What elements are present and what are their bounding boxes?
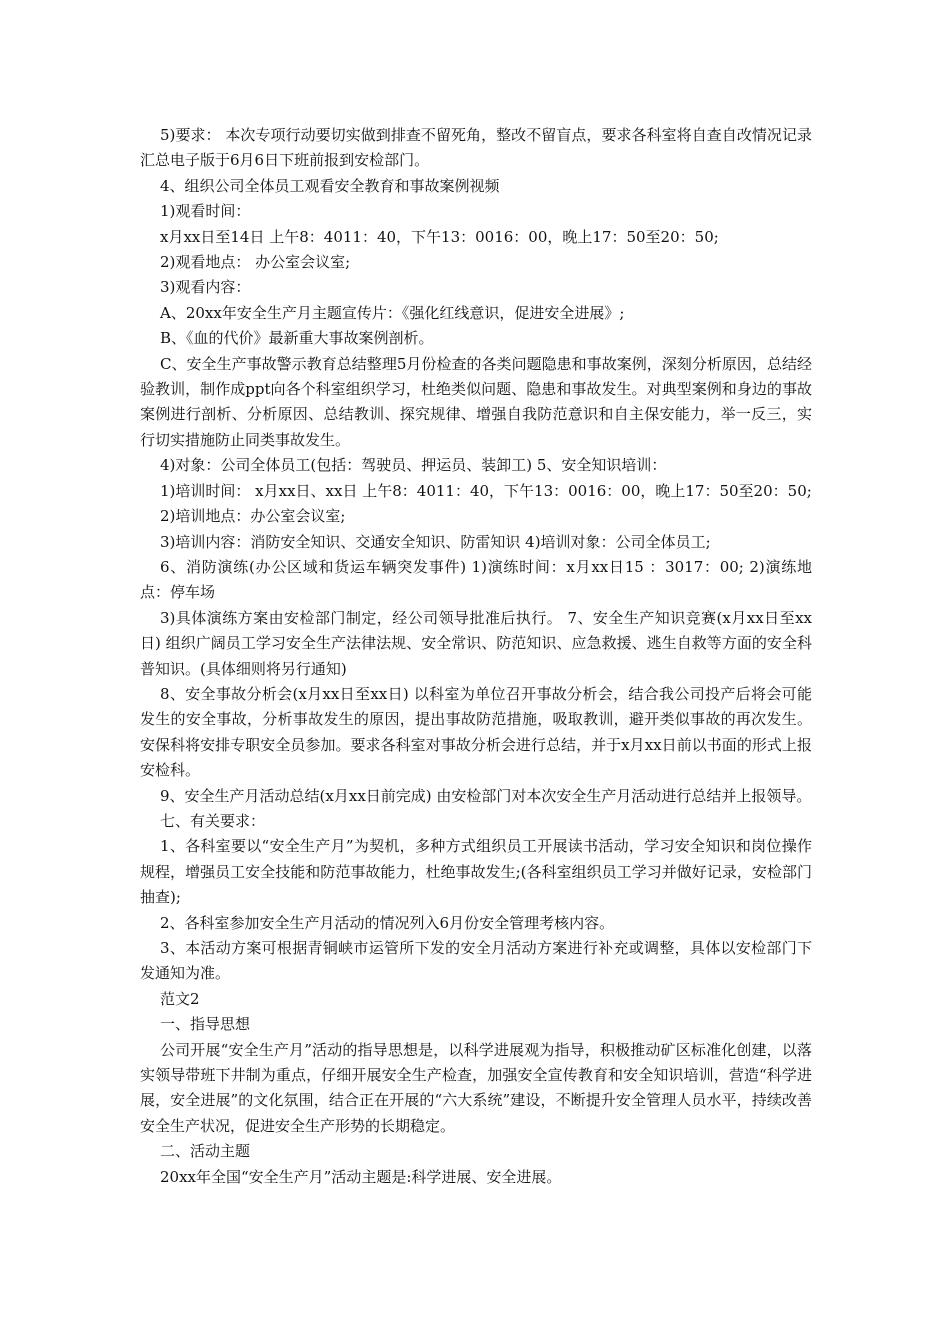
paragraph: 8、安全事故分析会(x月xx日至xx日) 以科室为单位召开事故分析会，结合我公司投产后将会可能发生的安全事故，分析事故发生的原因，提出事故防范措施，吸取教训，避开类似事故的再次发生。安保科将安排专职安全员参加。要求各科室对事故分析会进行总结，并于x月xx日前以书面的形式上报安检科。: [140, 684, 812, 780]
paragraph: C、安全生产事故警示教育总结整理5月份检查的各类问题隐患和事故案例，深刻分析原因，总结经验教训，制作成ppt向各个科室组织学习，杜绝类似问题、隐患和事故发生。对典型案例和身边的事故案例进行剖析、分析原因、总结教训、探究规律、增强自我防范意识和自主保安能力，举一反三，实行切实措施防止同类事故发生。: [140, 354, 812, 449]
paragraph: 1)培训时间： x月xx日、xx日 上午8：4011：40，下午13：0016：00，晚上17：50至20：50;: [160, 481, 812, 500]
paragraph: 2)观看地点： 办公室会议室;: [160, 253, 351, 272]
paragraph: 3)观看内容：: [160, 278, 251, 297]
paragraph: 3、本活动方案可根据青铜峡市运管所下发的安全月活动方案进行补充或调整，具体以安检部门下发通知为准。: [140, 939, 812, 983]
paragraph: 1)观看时间：: [160, 202, 251, 221]
paragraph: 20xx年全国“安全生产月”活动主题是:科学进展、安全进展。: [160, 1167, 562, 1186]
paragraph: A、20xx年安全生产月主题宣传片：《强化红线意识，促进安全进展》;: [160, 303, 625, 322]
paragraph: 2、各科室参加安全生产月活动的情况列入6月份安全管理考核内容。: [160, 913, 615, 932]
paragraph: 公司开展“安全生产月”活动的指导思想是，以科学进展观为指导，积极推动矿区标准化创建，以落实领导带班下井制为重点，仔细开展安全生产检查，加强安全宣传教育和安全知识培训，营造“科学进展，安全进展”的文化氛围，结合正在开展的“六大系统”建设，不断提升安全管理人员水平，持续改善安全生产状况，促进安全生产形势的长期稳定。: [140, 1040, 812, 1135]
paragraph: 2)培训地点：办公室会议室;: [160, 507, 346, 526]
section-heading: 二、活动主题: [160, 1142, 251, 1161]
paragraph: 4)对象：公司全体员工(包括：驾驶员、押运员、装卸工) 5、安全知识培训：: [160, 456, 667, 475]
paragraph: x月xx日至14日 上午8：4011：40，下午13：0016：00，晚上17：50至20：50;: [160, 227, 719, 246]
paragraph: 5)要求： 本次专项行动要切实做到排查不留死角，整改不留盲点，要求各科室将自查自改情况记录汇总电子版于6月6日下班前报到安检部门。: [140, 126, 812, 170]
section-heading: 一、指导思想: [160, 1015, 251, 1034]
paragraph: 9、安全生产月活动总结(x月xx日前完成) 由安检部门对本次安全生产月活动进行总结并上报领导。: [160, 786, 812, 805]
section-heading: 范文2: [160, 989, 200, 1008]
paragraph: 6、消防演练(办公区域和货运车辆突发事件) 1)演练时间：x月xx日15 ：3017：00; 2)演练地点：停车场: [140, 557, 812, 602]
paragraph: B、《血的代价》最新重大事故案例剖析。: [160, 329, 434, 348]
section-heading: 七、有关要求：: [160, 811, 266, 830]
document-body: [140, 123, 812, 1190]
paragraph: 3)具体演练方案由安检部门制定，经公司领导批准后执行。 7、安全生产知识竞赛(x月xx日至xx日) 组织广阔员工学习安全生产法律法规、安全常识、防范知识、应急救援、逃生自救等方面的安全科普知识。(具体细则将另行通知): [140, 608, 812, 678]
paragraph: 3)培训内容：消防安全知识、交通安全知识、防雷知识 4)培训对象：公司全体员工;: [160, 532, 711, 551]
paragraph: 4、组织公司全体员工观看安全教育和事故案例视频: [160, 176, 500, 195]
paragraph: 1、各科室要以“安全生产月”为契机，多种方式组织员工开展读书活动，学习安全知识和岗位操作规程，增强员工安全技能和防范事故能力，杜绝事故发生;(各科室组织员工学习并做好记录，安检部门抽查);: [140, 837, 812, 907]
